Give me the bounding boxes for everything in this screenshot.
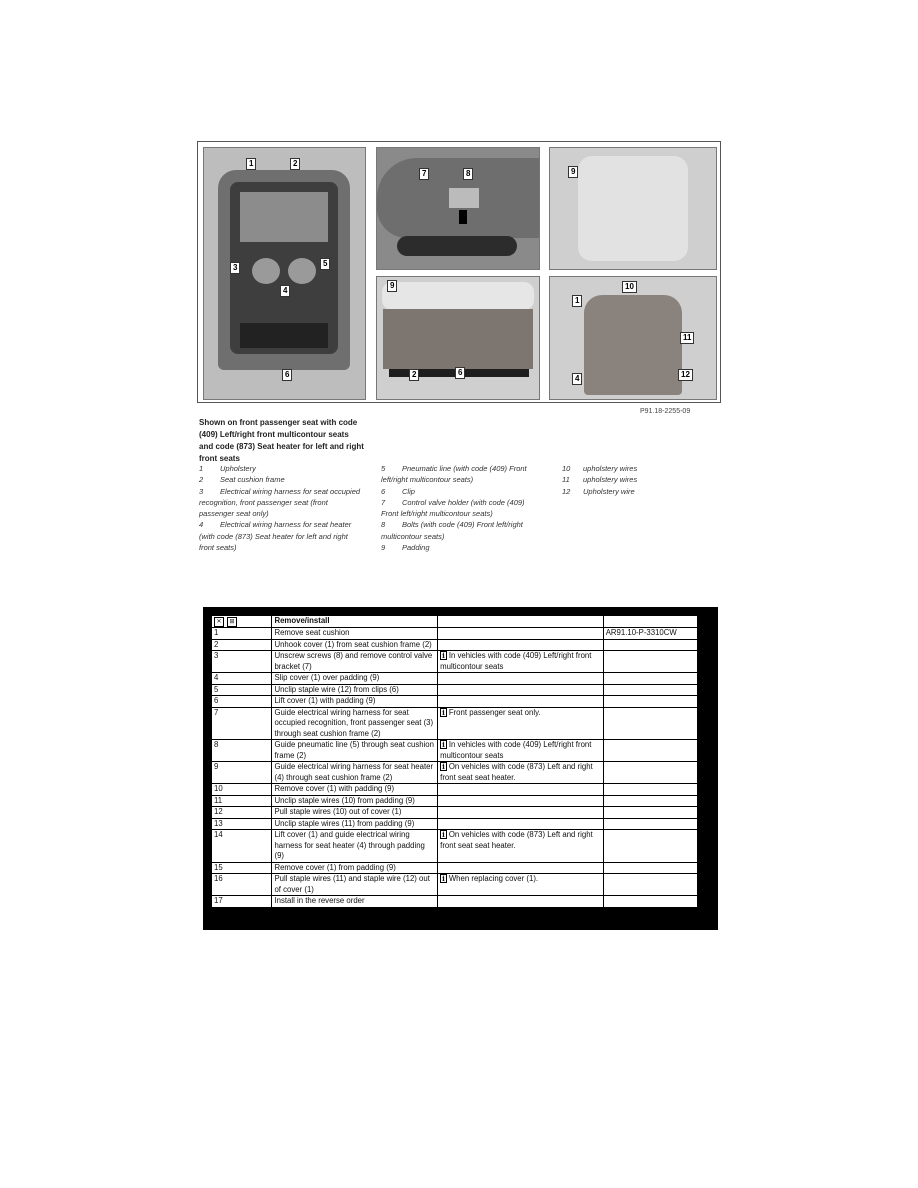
step-note	[438, 830, 604, 863]
legend-item	[381, 542, 541, 553]
step-number-text: 14	[214, 830, 223, 839]
step-action	[272, 673, 438, 685]
legend-column	[199, 463, 364, 553]
step-number	[212, 628, 272, 640]
table-row	[212, 862, 698, 874]
callout-label: 3	[230, 262, 240, 274]
step-number-text: 11	[214, 795, 223, 805]
step-number-text: 12	[214, 807, 223, 816]
legend-text: Electrical wiring harness for seat heater (with code (873) Seat heater for left and right front seats)	[199, 520, 352, 553]
legend-number: 9	[381, 543, 386, 553]
step-action-text: Pull staple wires (10) out of cover (1)	[274, 807, 402, 816]
step-action	[272, 639, 438, 651]
step-action-text: Guide electrical wiring harness for seat heater (4) through seat cushion frame (2)	[274, 762, 434, 782]
step-reference	[603, 762, 697, 784]
step-action-text: Unhook cover (1) from seat cushion frame (2)	[274, 639, 432, 649]
step-action	[272, 740, 438, 762]
step-action	[272, 896, 438, 908]
header-icons	[212, 616, 272, 628]
legend-number: 8	[381, 520, 386, 530]
step-action-text: Remove cover (1) from padding (9)	[274, 862, 396, 872]
table-row	[212, 639, 698, 651]
step-number-text: 9	[214, 762, 219, 771]
legend-item	[381, 497, 541, 520]
callout-label: 2	[409, 369, 419, 381]
step-action	[272, 684, 438, 696]
step-number	[212, 684, 272, 696]
step-number-text: 4	[214, 673, 219, 682]
step-number	[212, 807, 272, 819]
step-number-text: 2	[214, 639, 219, 649]
step-note	[438, 696, 604, 708]
table-row	[212, 696, 698, 708]
step-note	[438, 707, 604, 740]
step-reference	[603, 896, 697, 908]
legend-item	[199, 486, 364, 520]
legend-item	[562, 463, 682, 474]
step-number	[212, 896, 272, 908]
step-reference	[603, 651, 697, 673]
panel-cover-wires	[549, 276, 717, 400]
step-note	[438, 639, 604, 651]
step-number-text: 15	[214, 862, 223, 872]
table-row	[212, 784, 698, 796]
step-number-text: 3	[214, 651, 219, 660]
step-reference	[603, 673, 697, 685]
step-action-text: Unclip staple wires (11) from padding (9)	[274, 818, 415, 828]
step-action-text: Lift cover (1) with padding (9)	[274, 696, 376, 705]
step-number	[212, 740, 272, 762]
step-number-text: 16	[214, 874, 223, 883]
legend-text: upholstery wires	[583, 475, 638, 485]
step-action	[272, 696, 438, 708]
step-reference	[603, 628, 697, 640]
step-note	[438, 896, 604, 908]
step-note	[438, 795, 604, 807]
step-number-text: 13	[214, 818, 223, 828]
legend-column	[381, 463, 541, 553]
callout-label: 1	[572, 295, 582, 307]
step-note	[438, 684, 604, 696]
legend-number: 10	[562, 464, 571, 473]
legend-item	[199, 519, 364, 553]
step-action	[272, 807, 438, 819]
install-icon: ⊞	[227, 617, 237, 627]
callout-label: 1	[246, 158, 256, 170]
panel-padding	[549, 147, 717, 270]
callout-label: 9	[387, 280, 397, 292]
step-number	[212, 762, 272, 784]
info-icon: i	[442, 707, 445, 717]
info-icon: i	[442, 651, 445, 660]
step-note	[438, 818, 604, 830]
callout-label: 4	[572, 373, 582, 385]
step-action	[272, 651, 438, 673]
step-number-text: 17	[214, 896, 223, 905]
legend-text: Seat cushion frame	[220, 475, 285, 485]
step-number	[212, 784, 272, 796]
info-icon: i	[442, 762, 445, 771]
panel-control-valve-bracket	[376, 147, 540, 270]
legend-text: Electrical wiring harness for seat occupied recognition, front passenger seat (front passenger seat only)	[199, 486, 361, 519]
step-action-text: Unscrew screws (8) and remove control valve bracket (7)	[274, 651, 433, 671]
info-icon: i	[442, 740, 445, 749]
step-number	[212, 696, 272, 708]
step-action	[272, 707, 438, 740]
legend-number: 12	[562, 486, 571, 496]
step-note-text: On vehicles with code (873) Left and right front seat seat heater.	[440, 762, 593, 782]
step-number	[212, 707, 272, 740]
step-number	[212, 795, 272, 807]
step-number-text: 6	[214, 696, 219, 705]
legend-item	[199, 463, 364, 474]
step-reference	[603, 862, 697, 874]
panel-padding-clips	[376, 276, 540, 400]
panel-seat-cushion-underside	[203, 147, 366, 400]
figure-code: P91.18-2255-09	[640, 408, 691, 415]
legend-number: 6	[381, 486, 386, 496]
legend-text: Upholstery	[220, 464, 256, 473]
step-reference	[603, 818, 697, 830]
callout-label: 4	[280, 285, 290, 297]
callout-label: 12	[678, 369, 693, 381]
legend-text: Control valve holder (with code (409) Front left/right multicontour seats)	[381, 497, 525, 519]
callout-label: 8	[463, 168, 473, 180]
table-row	[212, 896, 698, 908]
step-action-text: Remove seat cushion	[274, 628, 350, 637]
legend-number: 3	[199, 486, 204, 496]
step-note	[438, 874, 604, 896]
remove-icon: ✕	[214, 617, 224, 627]
step-action	[272, 830, 438, 863]
step-note-text: In vehicles with code (409) Left/right front multicontour seats	[440, 740, 592, 760]
table-row	[212, 830, 698, 863]
legend-number: 5	[381, 464, 386, 473]
step-note	[438, 784, 604, 796]
step-action	[272, 795, 438, 807]
callout-label: 2	[290, 158, 300, 170]
header-remove-install: Remove/install	[272, 616, 438, 628]
table-row	[212, 628, 698, 640]
step-reference	[603, 807, 697, 819]
step-reference	[603, 684, 697, 696]
procedure-table-frame	[203, 607, 718, 930]
step-action-text: Lift cover (1) and guide electrical wiring harness for seat heater (4) through padding (9)	[274, 830, 425, 860]
step-note	[438, 651, 604, 673]
info-icon: i	[442, 874, 445, 883]
procedure-table	[211, 615, 698, 908]
callout-label: 6	[282, 369, 292, 381]
step-number	[212, 639, 272, 651]
table-row	[212, 740, 698, 762]
legend-text: Padding	[402, 543, 430, 553]
step-reference	[603, 784, 697, 796]
step-reference	[603, 639, 697, 651]
step-note-text: In vehicles with code (409) Left/right front multicontour seats	[440, 651, 592, 671]
step-action-text: Remove cover (1) with padding (9)	[274, 784, 395, 793]
legend-text: Pneumatic line (with code (409) Front left/right multicontour seats)	[381, 464, 527, 485]
legend-number: 11	[562, 475, 570, 485]
step-number	[212, 874, 272, 896]
step-note	[438, 807, 604, 819]
step-reference	[603, 795, 697, 807]
step-action	[272, 862, 438, 874]
step-action	[272, 784, 438, 796]
legend-number: 4	[199, 520, 204, 530]
table-header-row	[212, 616, 698, 628]
step-action-text: Unclip staple wire (12) from clips (6)	[274, 684, 399, 694]
step-action-text: Guide pneumatic line (5) through seat cushion frame (2)	[274, 740, 434, 760]
step-action	[272, 628, 438, 640]
step-action-text: Install in the reverse order	[274, 896, 365, 905]
callout-label: 9	[568, 166, 578, 178]
step-reference-text: AR91.10-P-3310CW	[605, 628, 677, 637]
table-row	[212, 818, 698, 830]
step-number-text: 8	[214, 740, 219, 749]
step-note	[438, 628, 604, 640]
legend-text: Clip	[402, 486, 415, 496]
legend-text: upholstery wires	[583, 464, 638, 473]
step-action	[272, 818, 438, 830]
callout-label: 7	[419, 168, 429, 180]
table-row	[212, 684, 698, 696]
step-action	[272, 874, 438, 896]
legend-item	[562, 486, 682, 497]
legend-item	[381, 519, 541, 542]
table-row	[212, 762, 698, 784]
step-action	[272, 762, 438, 784]
step-reference	[603, 830, 697, 863]
seat-illustration-figure	[197, 141, 721, 403]
step-number-text: 7	[214, 707, 219, 717]
step-action-text: Pull staple wires (11) and staple wire (12) out of cover (1)	[274, 874, 430, 894]
callout-label: 11	[680, 332, 694, 344]
step-number	[212, 862, 272, 874]
legend-number: 7	[381, 497, 386, 507]
table-row	[212, 673, 698, 685]
table-row	[212, 707, 698, 740]
legend-item	[562, 474, 682, 485]
legend-column	[562, 463, 682, 497]
step-note	[438, 740, 604, 762]
step-action-text: Slip cover (1) over padding (9)	[274, 673, 380, 682]
legend-text: Upholstery wire	[583, 486, 635, 496]
step-number-text: 5	[214, 684, 219, 694]
table-row	[212, 874, 698, 896]
callout-label: 10	[622, 281, 637, 293]
step-note	[438, 673, 604, 685]
legend-number: 2	[199, 475, 204, 485]
step-number	[212, 830, 272, 863]
callout-label: 6	[455, 367, 465, 379]
step-reference	[603, 696, 697, 708]
step-note-text: On vehicles with code (873) Left and right front seat seat heater.	[440, 830, 593, 850]
legend-text: Bolts (with code (409) Front left/right multicontour seats)	[381, 520, 523, 541]
legend-item	[381, 463, 541, 486]
table-row	[212, 807, 698, 819]
step-number-text: 10	[214, 784, 223, 793]
legend-item	[381, 486, 541, 497]
step-number	[212, 651, 272, 673]
table-row	[212, 795, 698, 807]
step-action-text: Guide electrical wiring harness for seat occupied recognition, front passenger seat (3) through seat cushion frame (2)	[274, 707, 434, 738]
legend-number: 1	[199, 464, 204, 473]
step-note	[438, 762, 604, 784]
step-reference	[603, 740, 697, 762]
table-row	[212, 651, 698, 673]
step-number-text: 1	[214, 628, 219, 637]
figure-caption: Shown on front passenger seat with code (409) Left/right front multicontour seats and code (873) Seat heater for left and right front seats	[199, 418, 364, 463]
info-icon: i	[442, 830, 445, 839]
step-reference	[603, 874, 697, 896]
step-note-text: Front passenger seat only.	[448, 707, 541, 717]
step-reference	[603, 707, 697, 740]
step-number	[212, 673, 272, 685]
callout-label: 5	[320, 258, 330, 270]
step-action-text: Unclip staple wires (10) from padding (9)	[274, 795, 415, 805]
step-note-text: When replacing cover (1).	[448, 874, 539, 883]
step-note	[438, 862, 604, 874]
legend-item	[199, 474, 364, 485]
step-number	[212, 818, 272, 830]
